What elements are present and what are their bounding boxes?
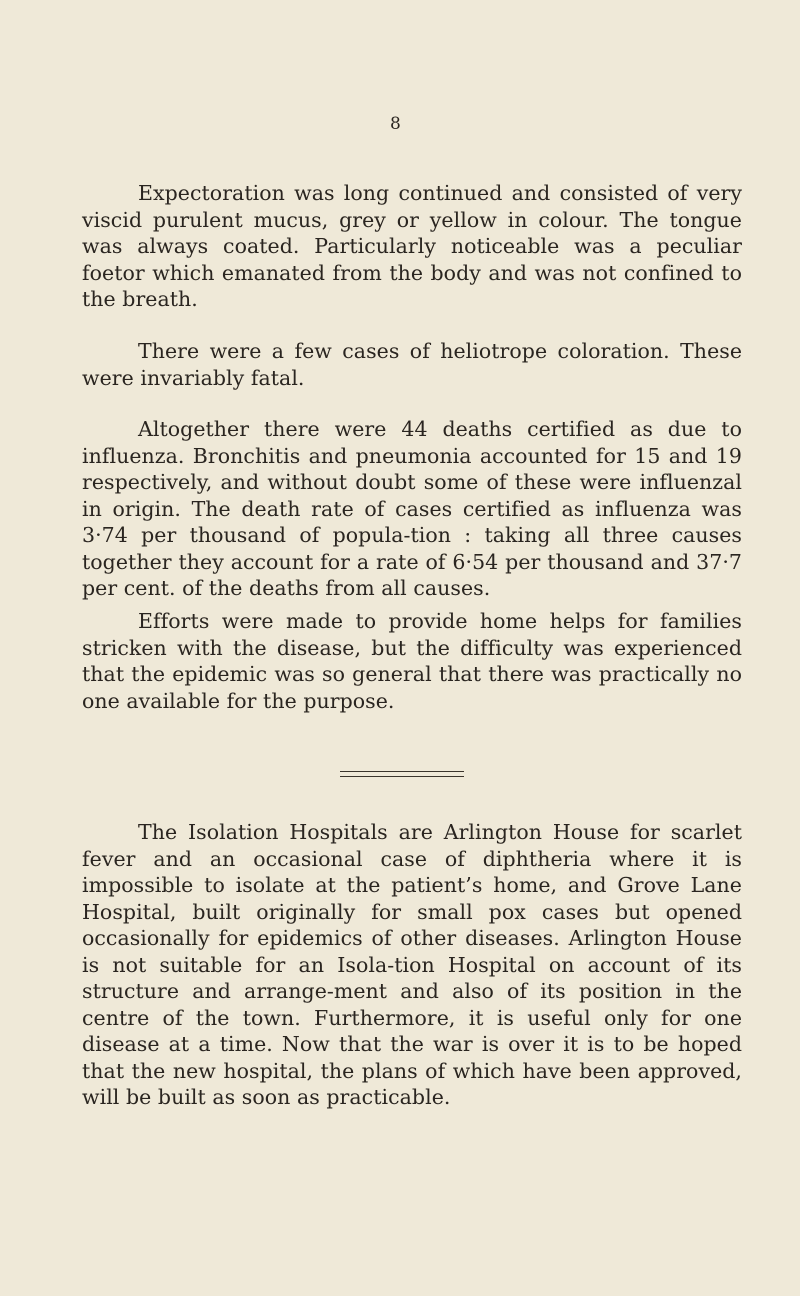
paragraph-expectoration: Expectoration was long continued and consisted of very viscid purulent mucus, grey or yellow in colour. The tongue was always coated. Particularly noticeable was a peculiar foetor which emanated from the body and was not confined to the breath. <box>82 181 742 311</box>
page-number: 8 <box>390 114 402 134</box>
section-divider-top <box>340 771 464 772</box>
paragraph-heliotrope: There were a few cases of heliotrope coloration. These were invariably fatal. <box>82 339 742 390</box>
paragraph-isolation-hospitals: The Isolation Hospitals are Arlington House for scarlet fever and an occasional case of diphtheria where it is impossible to isolate at the patient’s home, and Grove Lane Hospital, built originally for small pox cases but opened occasionally for epidemics of other diseases. Arlington House is not suitable for an Isola-tion Hospital on account of its structure and arrange-ment and also of its position in the centre of the town. Furthermore, it is useful only for one disease at a time. Now that the war is over it is to be hoped that the new hospital, the plans of which have been approved, will be built as soon as practicable. <box>82 820 742 1109</box>
section-divider-bottom <box>340 776 464 777</box>
paragraph-influenza-deaths: Altogether there were 44 deaths certified as due to influenza. Bronchitis and pneumonia accounted for 15 and 19 respectively, and without doubt some of these were influenzal in origin. The death rate of cases certified as influenza was 3·74 per thousand of popula-tion : taking all three causes together they account for a rate of 6·54 per thousand and 37·7 per cent. of the deaths from all causes. <box>82 417 742 600</box>
paragraph-home-helps: Efforts were made to provide home helps for families stricken with the disease, but the difficulty was experienced that the epidemic was so general that there was practically no one available for the purpose. <box>82 609 742 713</box>
